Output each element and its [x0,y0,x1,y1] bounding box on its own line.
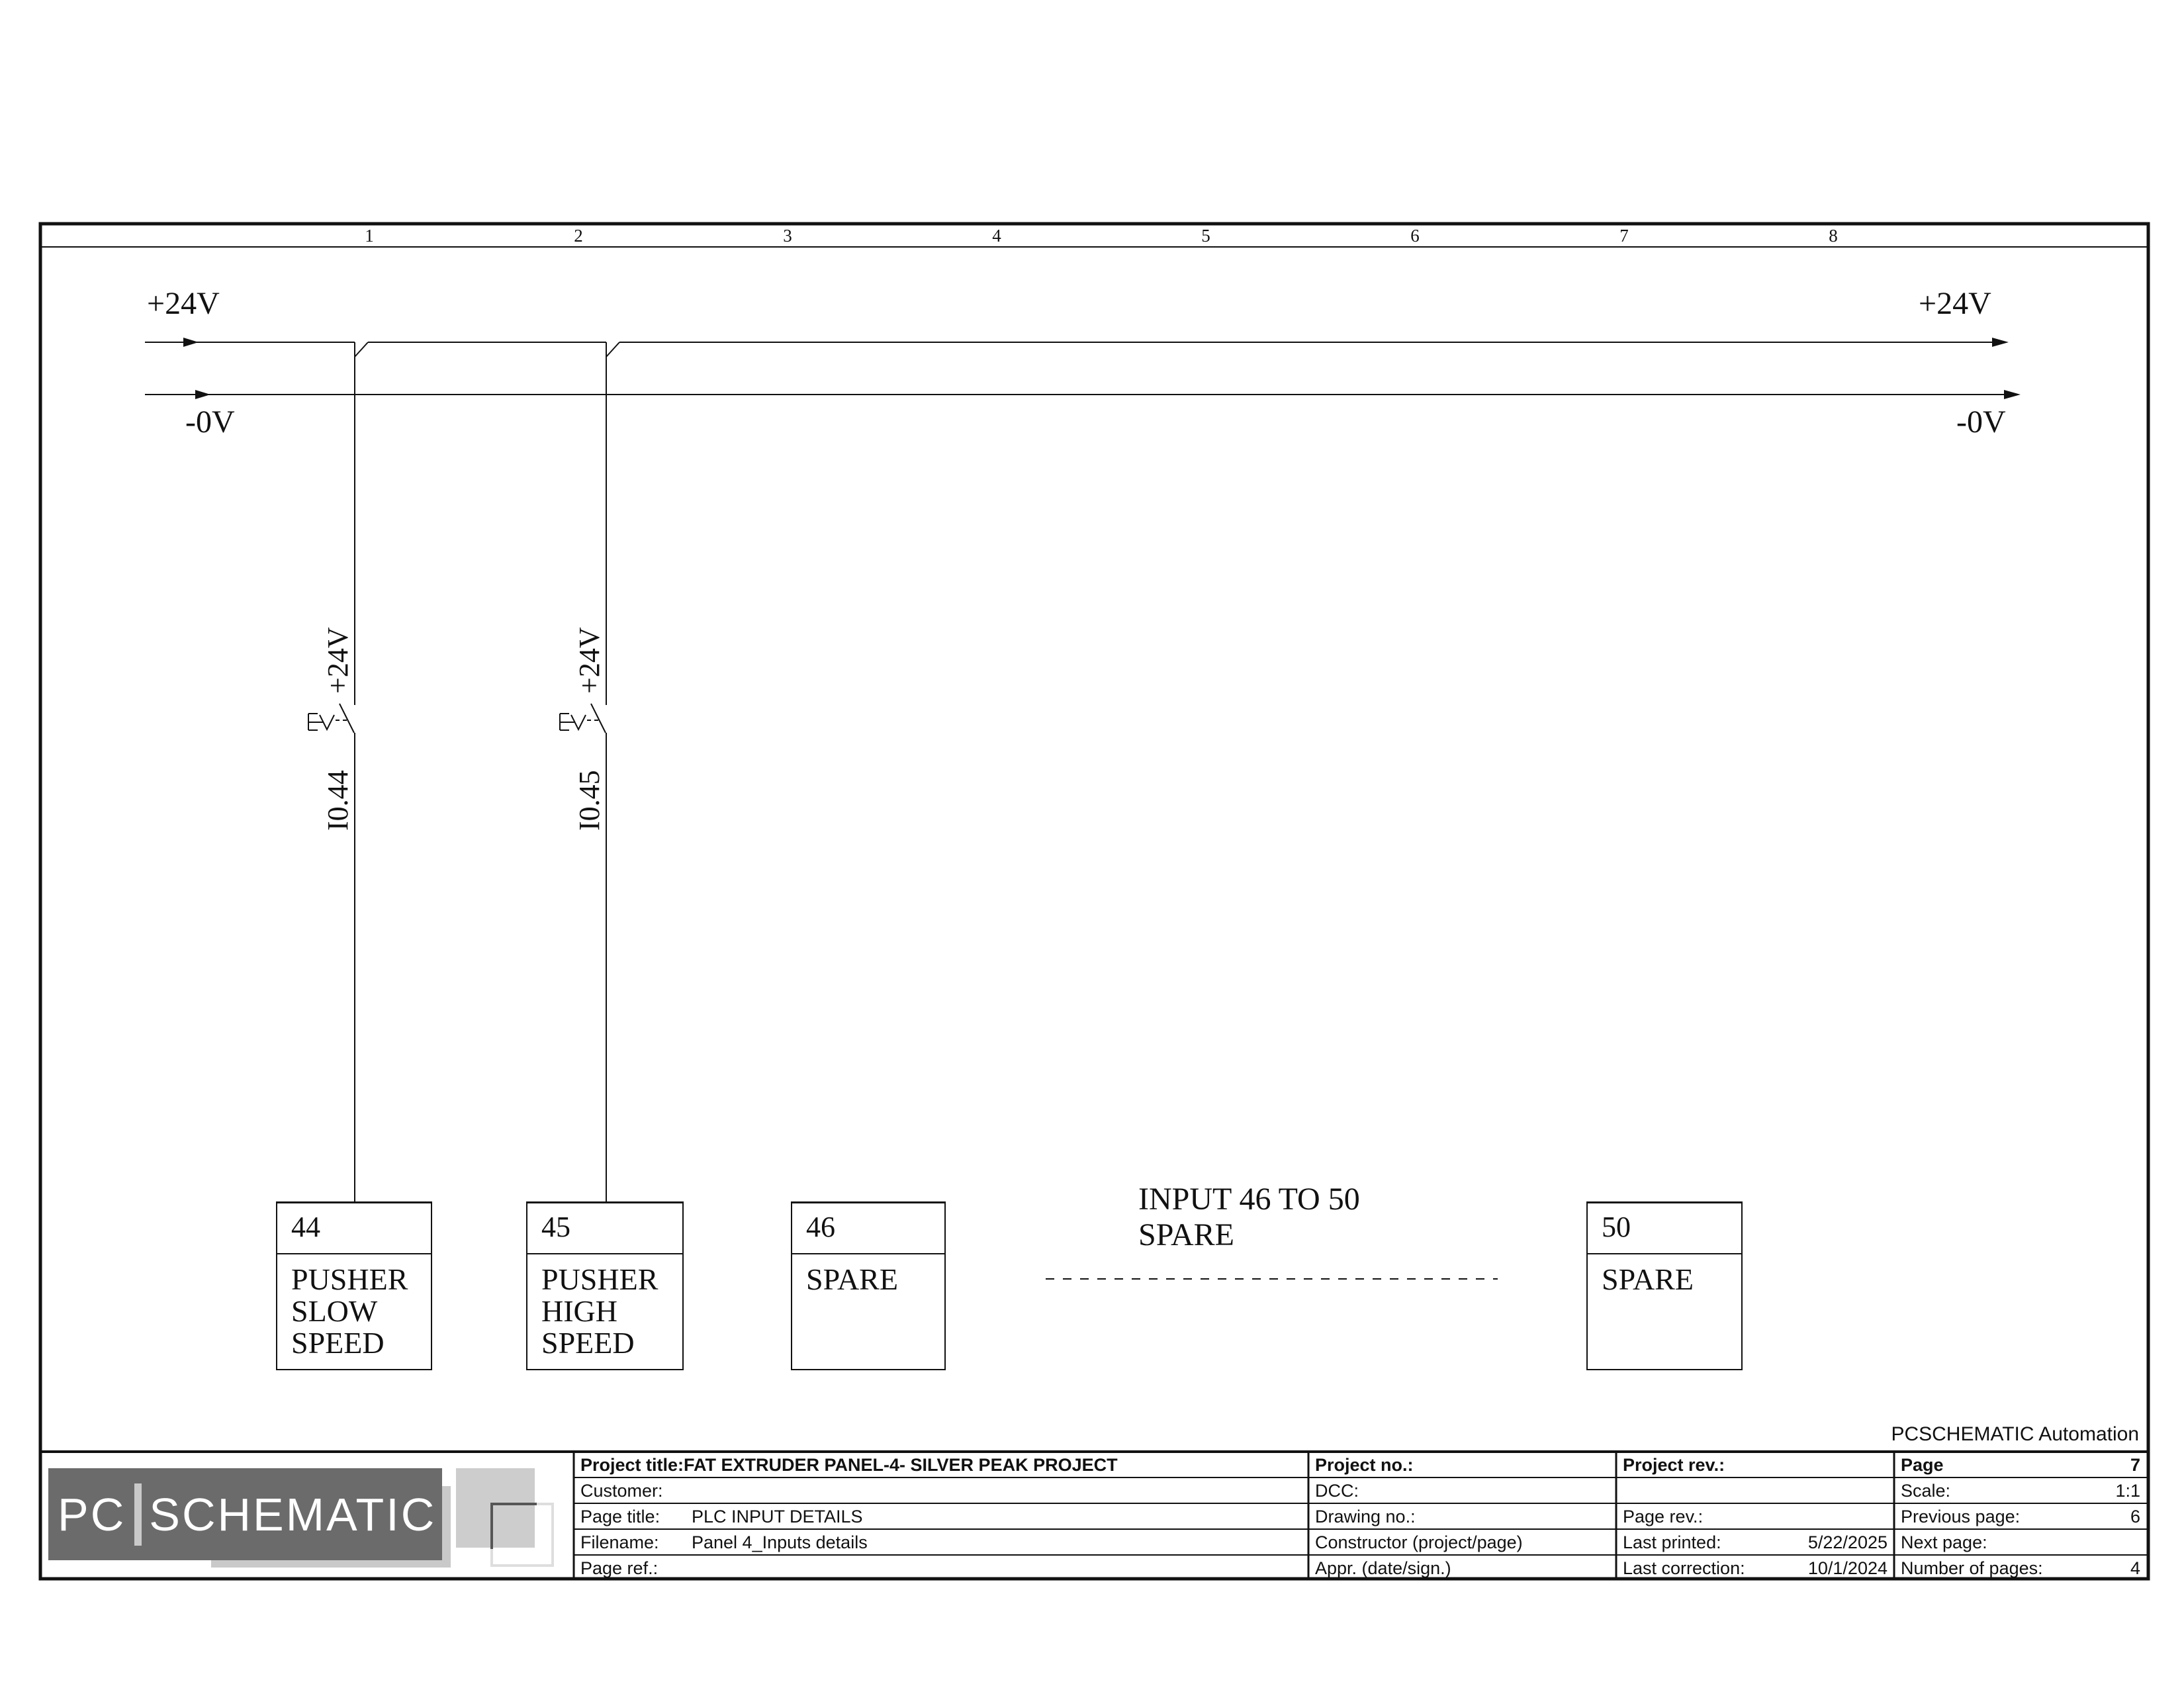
ruler-col-1: 1 [365,226,374,246]
previous-page-cell [1901,1506,2140,1529]
input-box-45 [526,1201,684,1370]
branch2-junction [606,342,619,357]
page-rev-label: Page rev.: [1623,1507,1704,1526]
customer-label: Customer: [580,1481,663,1501]
branch1-actuator-bracket [308,714,324,730]
ruler-col-8: 8 [1829,226,1838,246]
ruler-col-5: 5 [1201,226,1210,246]
logo-text-schematic: SCHEMATIC [149,1488,437,1540]
page-title-value: PLC INPUT DETAILS [692,1507,863,1526]
input-label [527,1254,682,1359]
next-page-label: Next page: [1901,1532,1987,1552]
last-printed-label: Last printed: [1623,1532,1721,1552]
ruler-col-2: 2 [574,226,583,246]
project-rev-label: Project rev.: [1623,1455,1725,1475]
last-correction-date: 10/1/2024 [1807,1558,1888,1578]
last-correction-label: Last correction: [1623,1558,1745,1578]
logo-text-pc: PC [58,1488,126,1540]
branch2-actuator-bracket [560,714,575,730]
logo-mark-outline-dark-top [490,1503,537,1505]
scale-label: Scale: [1901,1481,1951,1501]
ruler-col-3: 3 [783,226,792,246]
page-number: 7 [2130,1455,2140,1475]
last-printed-cell [1623,1532,1888,1555]
filename-value: Panel 4_Inputs details [692,1532,868,1552]
input-label-line: SPARE [1602,1262,1694,1296]
ruler-col-6: 6 [1410,226,1420,246]
page-border [40,224,2148,1579]
previous-page-label: Previous page: [1901,1507,2021,1526]
input-number: 46 [792,1203,944,1254]
previous-page-value: 6 [2130,1507,2140,1526]
branch1-junction [355,342,368,357]
logo-divider-bar [134,1483,142,1546]
project-title-label: Project title: [580,1455,684,1475]
input-label-line: PUSHER [541,1262,659,1296]
drawing-no-label: Drawing no.: [1315,1507,1416,1526]
input-label-line: SLOW [291,1294,378,1328]
scale-cell [1901,1480,2140,1503]
branch1-potential-label: +24V [322,627,354,694]
rail-24v-end-arrow [1992,338,2009,347]
input-label [1588,1254,1741,1295]
input-label [792,1254,944,1295]
spare-note-line1: INPUT 46 TO 50 [1138,1182,1360,1217]
rail-0v-label-left: -0V [185,404,235,440]
number-of-pages-value: 4 [2130,1558,2140,1578]
spare-note [1138,1182,1360,1253]
input-label-line: PUSHER [291,1262,408,1296]
next-page-cell [1901,1532,2140,1555]
number-of-pages-cell [1901,1558,2140,1581]
input-box-44 [276,1201,432,1370]
rail-0v-start-arrow [195,390,210,399]
branch1-address-label: I0.44 [322,770,354,831]
page-title-label: Page title: [580,1507,660,1526]
branch1-actuator-v [320,715,334,729]
project-no-label: Project no.: [1315,1455,1414,1475]
branch2-address-label: I0.45 [573,770,606,831]
input-label-line: SPEED [291,1326,385,1360]
appr-label: Appr. (date/sign.) [1315,1558,1451,1578]
branch2-contact-blade [591,704,606,733]
scale-value: 1:1 [2115,1481,2140,1501]
filename-label: Filename: [580,1532,659,1552]
branch2-actuator-v [571,715,586,729]
page-cell [1901,1454,2140,1477]
page-ref-label: Page ref.: [580,1558,659,1578]
input-box-50 [1586,1201,1743,1370]
input-label-line: SPARE [806,1262,898,1296]
rail-0v-label-right: -0V [1956,404,2006,440]
project-title-cell [580,1454,1302,1477]
ruler-col-4: 4 [992,226,1001,246]
pcschematic-watermark: PCSCHEMATIC Automation [1891,1423,2139,1445]
dcc-label: DCC: [1315,1481,1359,1501]
input-number: 45 [527,1203,682,1254]
rail-24v-label-left: +24V [147,286,220,321]
branch2-potential-label: +24V [573,627,606,694]
spare-note-line2: SPARE [1138,1217,1234,1252]
rail-24v-start-arrow [183,338,199,347]
input-label-line: HIGH [541,1294,617,1328]
pcschematic-logo [48,1468,442,1560]
input-label [277,1254,431,1359]
branch1-contact-blade [340,704,354,733]
input-box-46 [791,1201,946,1370]
rail-0v-end-arrow [2004,390,2021,399]
number-of-pages-label: Number of pages: [1901,1558,2043,1578]
input-number: 44 [277,1203,431,1254]
input-number: 50 [1588,1203,1741,1254]
rail-24v-label-right: +24V [1919,286,1991,321]
project-title-value: FAT EXTRUDER PANEL-4- SILVER PEAK PROJECT [684,1455,1118,1475]
page-label: Page [1901,1455,1944,1475]
logo-mark-outline-square [490,1503,554,1567]
input-label-line: SPEED [541,1326,635,1360]
ruler-col-7: 7 [1619,226,1629,246]
logo-mark-outline-dark-left [490,1503,493,1549]
last-correction-cell [1623,1558,1888,1581]
constructor-label: Constructor (project/page) [1315,1532,1523,1552]
last-printed-date: 5/22/2025 [1807,1532,1888,1552]
